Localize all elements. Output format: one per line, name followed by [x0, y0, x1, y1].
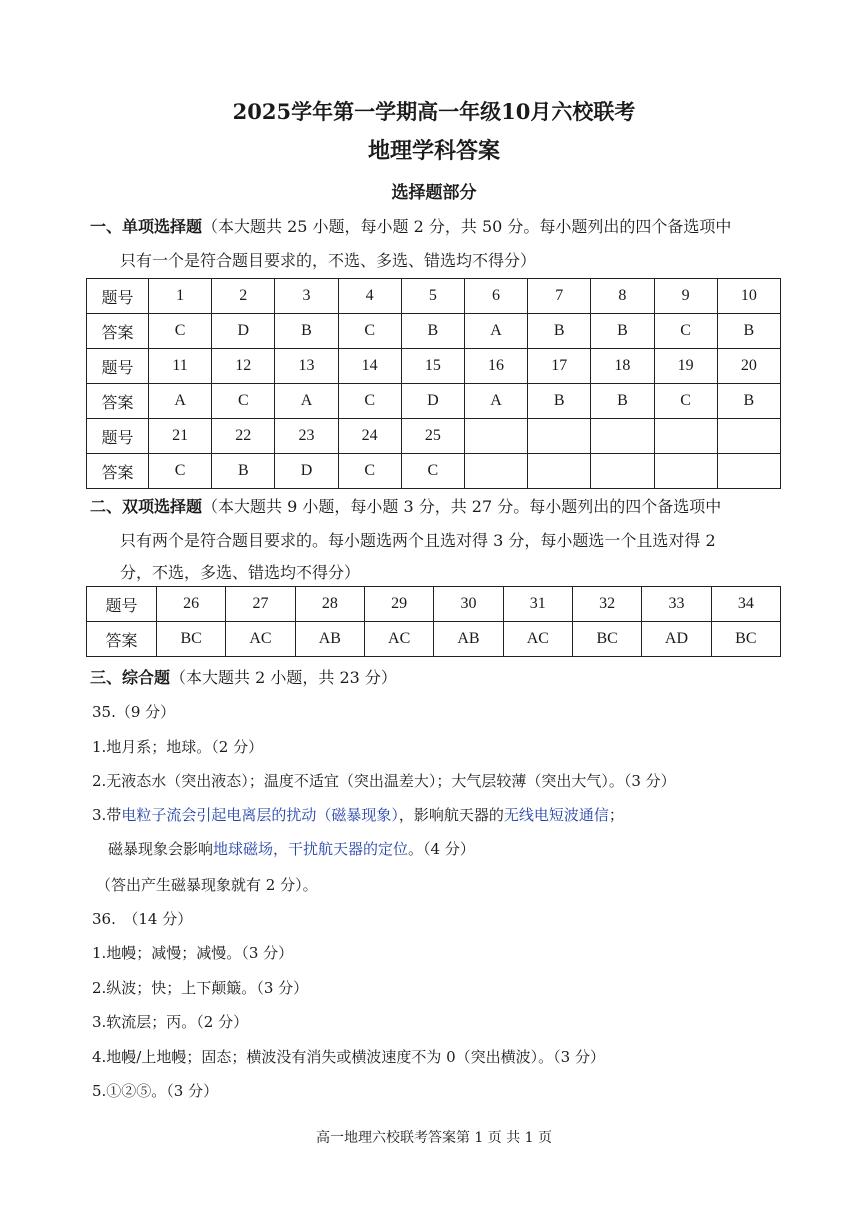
table-cell: B — [717, 314, 780, 349]
table-cell: 12 — [212, 349, 275, 384]
table-cell: 23 — [275, 419, 338, 454]
table-cell: D — [275, 454, 338, 489]
row-header-cell: 题号 — [87, 349, 149, 384]
table-cell: 33 — [642, 587, 711, 622]
table-cell: AB — [295, 622, 364, 657]
table-cell: AD — [642, 622, 711, 657]
table-cell: 21 — [149, 419, 212, 454]
table-row — [87, 454, 781, 489]
double-choice-answer-table — [86, 586, 781, 657]
table-cell: 31 — [503, 587, 572, 622]
table-cell: 7 — [528, 279, 591, 314]
table-row — [87, 419, 781, 454]
table-cell: 26 — [157, 587, 226, 622]
table-cell: 17 — [528, 349, 591, 384]
table-cell: AC — [226, 622, 295, 657]
q36-answer-2: 2.纵波；快；上下颠簸。（3 分） — [92, 979, 309, 997]
table-cell: B — [528, 314, 591, 349]
section2-desc-line1: （本大题共 9 小题，每小题 3 分，共 27 分。每小题列出的四个备选项中 — [202, 497, 722, 516]
table-cell — [528, 454, 591, 489]
table-cell: AC — [503, 622, 572, 657]
single-choice-answer-table — [86, 278, 781, 489]
table-cell: 27 — [226, 587, 295, 622]
section1-desc-line2: 只有一个是符合题目要求的，不选、多选、错选均不得分） — [120, 251, 537, 270]
table-cell: C — [338, 314, 401, 349]
table-cell: 8 — [591, 279, 654, 314]
table-cell: 2 — [212, 279, 275, 314]
row-header-cell: 题号 — [87, 419, 149, 454]
table-cell: 6 — [464, 279, 527, 314]
table-cell: C — [401, 454, 464, 489]
table-cell: B — [401, 314, 464, 349]
q35-a3b-highlight: 地球磁场，干扰航天器的定位 — [213, 840, 409, 858]
section3-intro — [90, 665, 397, 688]
table-cell: C — [149, 314, 212, 349]
table-cell: 34 — [711, 587, 780, 622]
q35-a3-part3: ； — [608, 806, 624, 824]
q35-note: （答出产生磁暴现象就有 2 分）。 — [96, 876, 318, 894]
table-cell: C — [212, 384, 275, 419]
table-cell: AC — [364, 622, 433, 657]
table-cell: 19 — [654, 349, 717, 384]
table-cell: BC — [157, 622, 226, 657]
table-cell: 4 — [338, 279, 401, 314]
table-cell: 32 — [572, 587, 641, 622]
q35-label: 35.（9 分） — [92, 703, 176, 721]
row-header-cell: 答案 — [87, 384, 149, 419]
table-cell: 28 — [295, 587, 364, 622]
table-cell: 10 — [717, 279, 780, 314]
section2-desc-line2: 只有两个是符合题目要求的。每小题选两个且选对得 3 分，每小题选一个且选对得 2 — [120, 531, 716, 550]
q35-a3-part1: 3.带 — [92, 806, 122, 824]
part-label: 选择题部分 — [391, 183, 477, 203]
q36-answer-3: 3.软流层；丙。（2 分） — [92, 1013, 249, 1031]
row-header-cell: 题号 — [87, 587, 157, 622]
q35-answer-3 — [92, 804, 624, 825]
table-cell: C — [654, 314, 717, 349]
table-cell: 25 — [401, 419, 464, 454]
table-row — [87, 384, 781, 419]
exam-title: 2025学年第一学期高一年级10月六校联考 — [232, 99, 636, 124]
table-cell — [654, 419, 717, 454]
q35-answer-3b — [108, 838, 475, 859]
section1-desc-line1: （本大题共 25 小题，每小题 2 分，共 50 分。每小题列出的四个备选项中 — [202, 217, 732, 236]
table-cell: BC — [572, 622, 641, 657]
table-cell: 18 — [591, 349, 654, 384]
q36-answer-1: 1.地幔；减慢；减慢。（3 分） — [92, 944, 294, 962]
table-cell: D — [212, 314, 275, 349]
table-cell: 1 — [149, 279, 212, 314]
table-cell: C — [654, 384, 717, 419]
table-row — [87, 622, 781, 657]
table-cell — [464, 454, 527, 489]
table-cell: 30 — [434, 587, 503, 622]
section2-intro — [90, 494, 721, 517]
table-row — [87, 349, 781, 384]
table-cell: 3 — [275, 279, 338, 314]
q35-answer-1: 1.地月系；地球。（2 分） — [92, 738, 264, 756]
section2-desc-line3: 分，不选，多选、错选均不得分） — [120, 563, 361, 582]
table-row — [87, 587, 781, 622]
table-cell: 13 — [275, 349, 338, 384]
page-footer: 高一地理六校联考答案第 1 页 共 1 页 — [315, 1130, 553, 1146]
table-cell: B — [717, 384, 780, 419]
table-cell: C — [338, 384, 401, 419]
table-cell: C — [149, 454, 212, 489]
table-cell: 16 — [464, 349, 527, 384]
table-cell — [464, 419, 527, 454]
q35-a3-highlight1: 电粒子流会引起电离层的扰动（磁暴现象） — [121, 806, 399, 824]
table-cell: B — [591, 384, 654, 419]
q36-answer-4: 4.地幔/上地幔；固态；横波没有消失或横波速度不为 0（突出横波）。（3 分） — [92, 1048, 605, 1066]
row-header-cell: 答案 — [87, 454, 149, 489]
table-cell: 11 — [149, 349, 212, 384]
section1-heading: 一、单项选择题 — [90, 217, 203, 236]
table-cell: BC — [711, 622, 780, 657]
section1-intro — [90, 214, 731, 237]
table-cell: A — [275, 384, 338, 419]
q35-a3b-part2: 。（4 分） — [408, 840, 475, 858]
table-cell — [591, 454, 654, 489]
table-cell — [654, 454, 717, 489]
table-cell: 29 — [364, 587, 433, 622]
q35-a3-part2: ，影响航天器的 — [398, 806, 504, 824]
table-cell — [528, 419, 591, 454]
row-header-cell: 答案 — [87, 314, 149, 349]
table-cell: A — [464, 384, 527, 419]
table-cell — [717, 419, 780, 454]
table-cell — [717, 454, 780, 489]
q36-label: 36. （14 分） — [92, 910, 193, 928]
exam-subtitle: 地理学科答案 — [367, 138, 500, 164]
q35-a3-highlight2: 无线电短波通信 — [503, 806, 609, 824]
table-cell: 24 — [338, 419, 401, 454]
table-cell: 22 — [212, 419, 275, 454]
table-cell: 5 — [401, 279, 464, 314]
table-cell — [591, 419, 654, 454]
table-row — [87, 279, 781, 314]
q35-answer-2: 2.无液态水（突出液态）；温度不适宜（突出温差大）；大气层较薄（突出大气）。（3 分） — [92, 772, 676, 790]
table-cell: D — [401, 384, 464, 419]
section2-heading: 二、双项选择题 — [90, 497, 203, 516]
row-header-cell: 题号 — [87, 279, 149, 314]
q36-answer-5: 5.①②⑤。（3 分） — [92, 1082, 219, 1100]
section3-desc: （本大题共 2 小题，共 23 分） — [170, 668, 397, 687]
table-cell: B — [212, 454, 275, 489]
table-cell: A — [149, 384, 212, 419]
table-cell: 9 — [654, 279, 717, 314]
table-cell: 15 — [401, 349, 464, 384]
table-cell: B — [528, 384, 591, 419]
table-cell: A — [464, 314, 527, 349]
q35-a3b-part1: 磁暴现象会影响 — [108, 840, 214, 858]
table-cell: AB — [434, 622, 503, 657]
table-cell: 14 — [338, 349, 401, 384]
table-cell: B — [275, 314, 338, 349]
table-cell: C — [338, 454, 401, 489]
table-cell: 20 — [717, 349, 780, 384]
table-row — [87, 314, 781, 349]
row-header-cell: 答案 — [87, 622, 157, 657]
section3-heading: 三、综合题 — [90, 668, 171, 687]
table-cell: B — [591, 314, 654, 349]
